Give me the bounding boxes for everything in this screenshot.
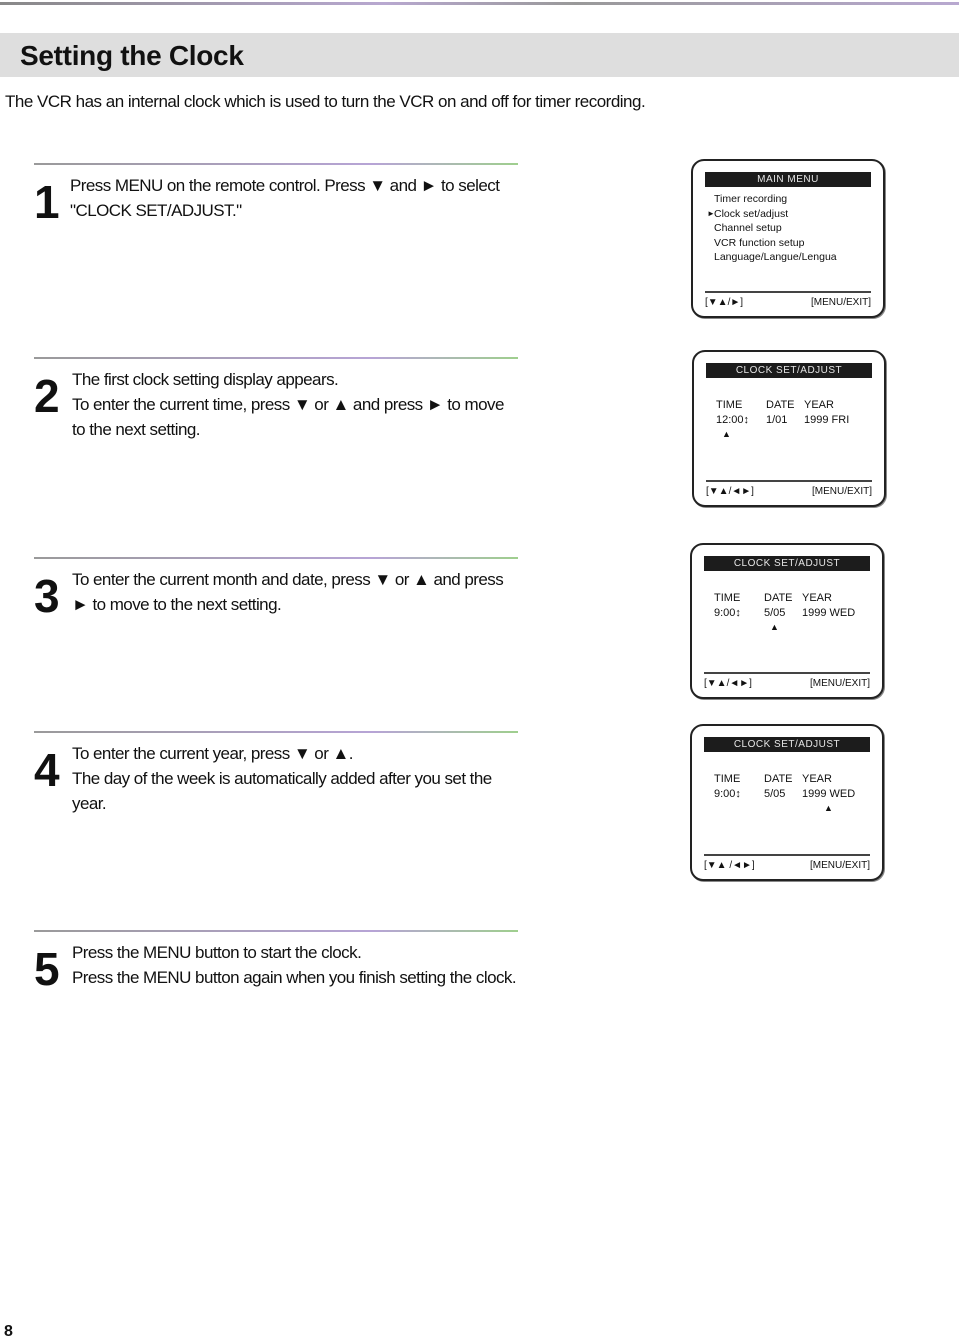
field-labels (716, 398, 884, 413)
field-labels (714, 591, 882, 606)
footer-nav-hint: [▼▲/►] (705, 297, 744, 308)
time-value: 12:00↕ (716, 414, 750, 426)
step-line: To enter the current month and date, press ▼ or ▲ and press ► to move to the next setting. (72, 570, 504, 614)
time-label: TIME (716, 399, 743, 411)
menu-list (707, 192, 883, 265)
footer-nav-hint: [▼▲/◄►] (706, 486, 754, 497)
step-line: To enter the current time, press ▼ or ▲ and press ► to move to the next setting. (72, 395, 504, 439)
step-1 (34, 163, 518, 228)
screen-header: CLOCK SET/ADJUST (704, 737, 870, 752)
step-line: The day of the week is automatically added after you set the year. (72, 769, 492, 813)
step-number: 4 (34, 744, 60, 796)
step-divider (34, 731, 518, 733)
date-value: 5/05 (764, 788, 786, 800)
menu-item-channel-setup: Channel setup (714, 222, 782, 234)
step-instructions (72, 741, 518, 816)
step-line: Press the MENU button again when you finish setting the clock. (72, 968, 517, 987)
clock-set-screen-time (692, 350, 886, 507)
main-menu-screen (691, 159, 885, 318)
step-instructions (72, 567, 518, 617)
time-label: TIME (714, 773, 741, 785)
menu-item-vcr-function-setup: VCR function setup (714, 236, 805, 249)
step-instructions (72, 940, 518, 990)
step-number: 1 (34, 176, 60, 228)
date-label: DATE (764, 592, 793, 604)
step-line: Press the MENU button to start the clock. (72, 943, 362, 962)
year-value: 1999 WED (802, 788, 856, 800)
step-5 (34, 930, 518, 995)
time-label: TIME (714, 592, 741, 604)
field-values (716, 413, 884, 428)
year-value: 1999 WED (802, 607, 856, 619)
menu-item-clock-set-adjust: ► Clock set/adjust (707, 207, 789, 220)
clock-set-screen-year (690, 724, 884, 881)
menu-item-timer-recording: Timer recording (714, 193, 788, 205)
time-value: 9:00↕ (714, 607, 741, 619)
step-line: Press MENU on the remote control. Press ▼ and ► to select "CLOCK SET/ADJUST." (70, 176, 500, 220)
selection-arrow-icon: ► (707, 208, 715, 218)
year-label: YEAR (802, 773, 832, 785)
date-label: DATE (764, 773, 793, 785)
step-divider (34, 357, 518, 359)
year-label: YEAR (802, 592, 832, 604)
screen-footer (705, 291, 871, 308)
time-value: 9:00↕ (714, 788, 741, 800)
field-labels (714, 772, 882, 787)
screen-header: CLOCK SET/ADJUST (704, 556, 870, 571)
screen-footer (704, 672, 870, 689)
step-divider (34, 930, 518, 932)
footer-exit-hint: [MENU/EXIT] (809, 860, 870, 871)
date-value: 1/01 (766, 414, 788, 426)
cursor-caret-icon: ▲ (770, 622, 779, 632)
step-number: 2 (34, 370, 60, 422)
step-3 (34, 557, 518, 622)
clock-set-screen-date (690, 543, 884, 699)
footer-exit-hint: [MENU/EXIT] (811, 486, 872, 497)
step-2 (34, 357, 518, 439)
clock-fields (716, 398, 884, 442)
page-title: Setting the Clock (20, 40, 244, 71)
step-line: The first clock setting display appears. (72, 370, 339, 389)
clock-fields (714, 772, 882, 816)
page-number: 8 (4, 1323, 13, 1340)
intro-text: The VCR has an internal clock which is used to turn the VCR on and off for timer recording. (5, 92, 646, 111)
step-number: 3 (34, 570, 60, 622)
footer-nav-hint: [▼▲/◄►] (704, 678, 752, 689)
cursor-caret-icon: ▲ (722, 429, 731, 439)
clock-fields (714, 591, 882, 635)
field-values (714, 787, 882, 802)
step-instructions (72, 367, 518, 442)
cursor-caret-icon: ▲ (824, 803, 833, 813)
screen-footer (704, 854, 870, 871)
date-label: DATE (766, 399, 795, 411)
date-value: 5/05 (764, 607, 786, 619)
step-divider (34, 557, 518, 559)
screen-header: MAIN MENU (705, 172, 871, 187)
year-label: YEAR (804, 399, 834, 411)
year-value: 1999 FRI (804, 414, 850, 426)
step-instructions (70, 173, 516, 223)
screen-header: CLOCK SET/ADJUST (706, 363, 872, 378)
top-rule (0, 2, 959, 5)
step-number: 5 (34, 943, 60, 995)
step-4 (34, 731, 518, 813)
step-line: To enter the current year, press ▼ or ▲. (72, 744, 353, 763)
screen-footer (706, 480, 872, 497)
menu-item-language: Language/Langue/Lengua (714, 251, 837, 263)
field-values (714, 606, 882, 621)
footer-nav-hint: [▼▲ /◄►] (704, 860, 755, 871)
step-divider (34, 163, 518, 165)
footer-exit-hint: [MENU/EXIT] (810, 297, 871, 308)
footer-exit-hint: [MENU/EXIT] (809, 678, 870, 689)
